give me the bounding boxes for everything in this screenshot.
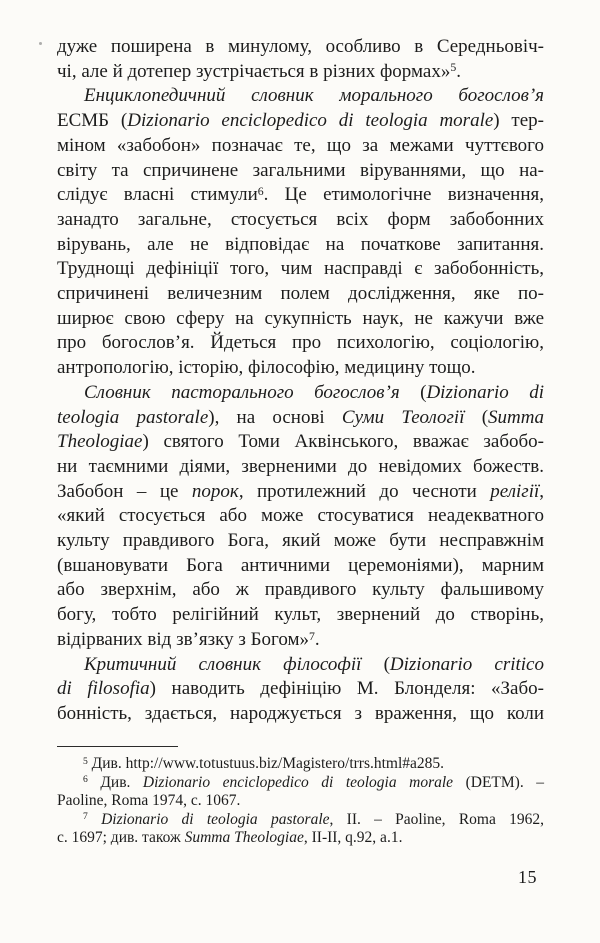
text-run: ) святого Томи Аквінського, вважає забобо- [142, 431, 544, 453]
text-run: , II-II, q.92, a.1. [303, 829, 403, 847]
text-line [57, 480, 544, 505]
text-line [57, 628, 544, 653]
text-run: спричинені величезним полем дослідження, яке по- [57, 283, 544, 305]
text-run: Критичний словник філософії [84, 653, 362, 675]
text-run: ширює свою сферу на сукупність наук, не кажучи вже [57, 307, 544, 329]
text-run: , II. – Paoline, Roma 1962, [329, 810, 545, 828]
text-run: ( [361, 653, 390, 675]
text-line [57, 603, 544, 628]
text-run: . Це етимологічне визначення, [263, 184, 545, 206]
text-run: Dizionario di [426, 381, 545, 403]
text-run: світу та спричинене загальними віруваннями, що на- [57, 159, 544, 181]
paragraph [57, 35, 544, 84]
paragraph [57, 653, 544, 727]
paragraph [57, 381, 544, 653]
text-line [57, 455, 544, 480]
text-run: про богослов’я. Йдеться про психологію, соціологію, [57, 332, 544, 354]
text-line [57, 233, 544, 258]
text-run: ( [399, 381, 427, 403]
footnote [57, 774, 544, 811]
text-run: ЕСМБ ( [57, 110, 128, 132]
text-line [57, 653, 544, 678]
text-run: Summa [488, 406, 544, 428]
text-run: ) наводить дефініцію М. Блонделя: «Забо- [149, 678, 544, 700]
text-run: Труднощі дефініції того, чим насправді є забобонність, [57, 258, 544, 280]
footnote-line [57, 811, 544, 830]
text-run: ), на основі [208, 406, 342, 428]
footnote-ref: 7 [309, 629, 315, 643]
footnote-ref: 5 [450, 61, 457, 75]
text-line [57, 702, 544, 727]
text-run [88, 811, 101, 828]
text-run: Dizionario enciclopedico di teologia morale [142, 773, 454, 791]
text-line [57, 159, 544, 184]
page-number: 15 [518, 867, 537, 887]
text-run: Dizionario di teologia pastorale [101, 810, 330, 828]
text-run: . [456, 60, 461, 82]
footnote-line [57, 774, 544, 793]
text-run: дуже поширена в минулому, особливо в Середньовіч- [57, 36, 544, 57]
text-run: , протилежний до чесноти [238, 480, 491, 502]
text-run: відірваних від зв’язку з Богом» [57, 628, 310, 650]
text-line [57, 430, 544, 455]
footnotes-block [57, 746, 544, 848]
text-run: Словник пасторального богослов’я [84, 381, 400, 403]
text-run: культу правдивого Бога, який може бути несправжнім [57, 530, 544, 552]
text-line [57, 578, 544, 603]
text-run: . [314, 628, 320, 650]
text-run: релігії [490, 480, 540, 502]
text-run: ни таємними діями, зверненими до невідомих божеств. [57, 455, 544, 477]
footnote-ref: 5 [83, 755, 88, 767]
text-line [57, 529, 544, 554]
footnote-line [57, 829, 544, 848]
text-line [57, 282, 544, 307]
text-line [57, 406, 544, 431]
text-run: Забобон – це [57, 480, 192, 502]
text-run: Суми Теології [341, 406, 465, 428]
scan-artifact [39, 42, 42, 45]
text-run: с. 1697; див. також [57, 829, 185, 847]
text-run: Summa Theologiae [184, 829, 304, 847]
text-run: Енциклопедичний словник морального богослов’я [84, 85, 544, 107]
text-line [57, 84, 544, 109]
text-run: Див. http://www.totustuus.biz/Magistero/trrs.html#a285. [87, 755, 445, 772]
text-run: (вшановувати Бога античними церемоніями), марним [57, 554, 544, 576]
text-run: богу, тобто релігійний культ, звернений до створінь, [57, 604, 544, 626]
text-run: міном «забобон» позначає те, що за межами чуттєвого [57, 134, 544, 156]
text-run: Paoline, Roma 1974, с. 1067. [57, 792, 241, 810]
text-run: слідує власні стимули [57, 184, 258, 206]
text-line [57, 331, 544, 356]
footnote-line [57, 792, 544, 811]
text-line [57, 504, 544, 529]
text-run: вірувань, але не відповідає на початкове запитання. [57, 233, 544, 255]
text-run: занадто загальне, стосується всіх форм забобонних [57, 208, 544, 230]
text-run: або зверхнім, або ж правдивого культу фальшивому [57, 579, 544, 601]
text-run: , [539, 480, 545, 502]
text-line [57, 208, 544, 233]
text-line [57, 60, 544, 85]
paragraph [57, 84, 544, 380]
footnote [57, 755, 544, 774]
text-run: чі, але й дотепер зустрічається в різних формах» [57, 60, 451, 82]
footnote-ref: 6 [257, 184, 264, 198]
text-run: Dizionario enciclopedico di teologia morale [127, 110, 494, 132]
text-line [57, 677, 544, 702]
text-line [57, 35, 544, 60]
text-line [57, 307, 544, 332]
footnote-separator [57, 746, 178, 747]
text-run: ( [464, 406, 489, 428]
text-run: ) тер- [493, 110, 544, 132]
text-line [57, 356, 544, 381]
text-run: Див. [87, 773, 143, 791]
text-line [57, 554, 544, 579]
footnote-ref: 7 [83, 811, 88, 823]
text-line [57, 183, 544, 208]
text-run: бонність, здається, народжується з враження, що коли [57, 702, 544, 724]
text-run: (DETM). – [453, 773, 544, 791]
text-line [57, 381, 544, 406]
text-run: teologia pastorale [57, 406, 209, 428]
text-run: Theologiae [57, 431, 143, 453]
footnote-line [57, 755, 544, 774]
text-run: антропологію, історію, філософію, медицину тощо. [57, 357, 476, 379]
text-run: «який стосується або може стосуватися неадекватного [57, 505, 544, 527]
text-line [57, 134, 544, 159]
text-run: Dizionario critico [389, 653, 544, 675]
footnote [57, 811, 544, 848]
text-line [57, 109, 544, 134]
text-line [57, 257, 544, 282]
text-run: di filosofia [57, 678, 150, 700]
text-run: порок [191, 480, 239, 502]
footnote-ref: 6 [83, 774, 88, 786]
footnotes-list [57, 755, 544, 848]
body-text [57, 35, 544, 727]
